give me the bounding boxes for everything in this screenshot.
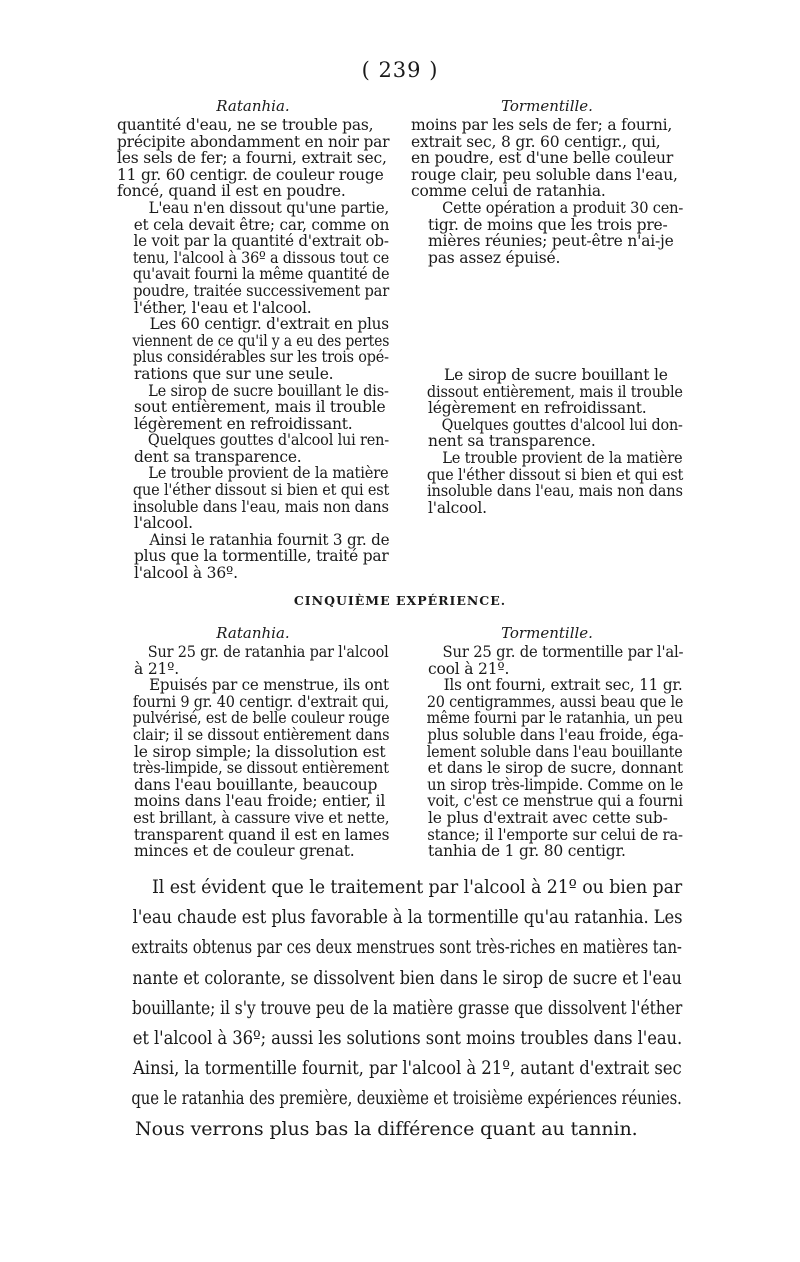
text-line: l'alcool. bbox=[134, 514, 193, 533]
text-line: Ils ont fourni, extrait sec, 11 gr. bbox=[443, 676, 683, 695]
paragraph bbox=[117, 117, 389, 200]
paragraph bbox=[117, 677, 389, 860]
text-line: que l'éther dissout si bien et qui est bbox=[426, 465, 684, 484]
paragraph bbox=[117, 532, 389, 582]
paragraph bbox=[117, 432, 389, 465]
text-line: en poudre, est d'une belle couleur bbox=[411, 149, 674, 168]
paragraph bbox=[411, 417, 683, 450]
text-line: Ainsi le ratanhia fournit 3 gr. de bbox=[149, 530, 390, 549]
text-line: Quelques gouttes d'alcool lui ren- bbox=[147, 431, 390, 450]
text-line: transparent quand il est en lames bbox=[133, 825, 390, 844]
text-line: rouge clair, peu soluble dans l'eau, bbox=[411, 165, 678, 184]
conclusion-paragraph bbox=[118, 872, 682, 1144]
text-line: Les 60 centigr. d'extrait en plus bbox=[149, 315, 389, 334]
text-line: viennent de ce qu'il y a eu des pertes bbox=[132, 331, 390, 350]
paragraph bbox=[411, 677, 683, 860]
text-line: Cette opération a produit 30 cen- bbox=[442, 198, 684, 217]
text-line: le plus d'extrait avec cette sub- bbox=[428, 808, 668, 827]
paragraph bbox=[411, 117, 683, 200]
text-line: et cela devait être; car, comme on bbox=[133, 215, 390, 234]
text-line: à 21º. bbox=[134, 659, 179, 678]
text-line: foncé, quand il est en poudre. bbox=[117, 182, 346, 201]
text-line: Le trouble provient de la matière bbox=[148, 464, 389, 483]
paragraph bbox=[117, 383, 389, 433]
text-line: Quelques gouttes d'alcool lui don- bbox=[441, 415, 683, 434]
text-line: très-limpide, se dissout entièrement bbox=[132, 759, 389, 778]
column-heading: Tormentille. bbox=[501, 624, 593, 642]
text-line: plus considérables sur les trois opé- bbox=[132, 348, 389, 367]
text-line: L'eau n'en dissout qu'une partie, bbox=[148, 198, 389, 217]
text-line: lement soluble dans l'eau bouillante bbox=[426, 742, 683, 761]
text-line: le sirop simple; la dissolution est bbox=[134, 742, 386, 761]
mid-left-column bbox=[117, 624, 389, 860]
paragraph bbox=[411, 367, 683, 417]
column-heading: Ratanhia. bbox=[216, 97, 290, 115]
text-line: Nous verrons plus bas la différence quant au tannin. bbox=[135, 1117, 638, 1140]
text-line: même fourni par le ratanhia, un peu bbox=[426, 709, 683, 728]
text-line: extrait sec, 8 gr. 60 centigr., qui, bbox=[411, 132, 661, 151]
text-line: dent sa transparence. bbox=[134, 447, 302, 466]
text-line: 11 gr. 60 centigr. de couleur rouge bbox=[117, 165, 384, 184]
text-line: bouillante; il s'y trouve peu de la matière grasse que dissolvent l'éther bbox=[131, 996, 683, 1019]
column-body bbox=[117, 117, 389, 582]
text-line: sout entièrement, mais il trouble bbox=[134, 398, 386, 417]
text-line: Sur 25 gr. de tormentille par l'al- bbox=[442, 643, 684, 661]
text-line: Le sirop de sucre bouillant le bbox=[444, 366, 668, 384]
text-line: un sirop très-limpide. Comme on le bbox=[427, 775, 684, 794]
paragraph bbox=[411, 450, 683, 516]
text-line: nante et colorante, se dissolvent bien dans le sirop de sucre et l'eau bbox=[132, 966, 682, 989]
text-line: cool à 21º. bbox=[428, 659, 510, 678]
text-line: l'éther, l'eau et l'alcool. bbox=[134, 298, 312, 317]
top-left-column bbox=[117, 97, 389, 582]
text-line: Il est évident que le traitement par l'alcool à 21º ou bien par bbox=[151, 876, 683, 898]
text-line: le voit par la quantité d'extrait ob- bbox=[133, 232, 389, 251]
text-line: insoluble dans l'eau, mais non dans bbox=[427, 482, 683, 501]
column-body-upper bbox=[411, 117, 683, 266]
text-line: dissout entièrement, mais il trouble bbox=[426, 382, 683, 401]
text-line: moins par les sels de fer; a fourni, bbox=[411, 116, 673, 134]
text-line: Le trouble provient de la matière bbox=[442, 448, 683, 467]
section-title: CINQUIÈME EXPÉRIENCE. bbox=[293, 593, 507, 608]
text-line: tenu, l'alcool à 36º a dissous tout ce bbox=[132, 248, 390, 267]
paragraph bbox=[117, 200, 389, 316]
text-line: minces et de couleur grenat. bbox=[134, 842, 355, 861]
text-line: et dans le sirop de sucre, donnant bbox=[427, 759, 683, 778]
column-heading: Ratanhia. bbox=[216, 624, 290, 642]
top-right-column bbox=[411, 97, 684, 517]
text-line: que le ratanhia des première, deuxième et troisième expériences réunies. bbox=[131, 1087, 682, 1110]
paragraph bbox=[117, 465, 389, 531]
column-heading: Tormentille. bbox=[501, 97, 593, 115]
paragraph bbox=[117, 644, 389, 677]
text-line: 20 centigrammes, aussi beau que le bbox=[426, 692, 684, 711]
text-line: tanhia de 1 gr. 80 centigr. bbox=[428, 842, 626, 861]
text-line: moins dans l'eau froide; entier, il bbox=[134, 792, 386, 811]
mid-right-column bbox=[411, 624, 683, 860]
text-line: quantité d'eau, ne se trouble pas, bbox=[117, 116, 374, 134]
text-line: Le sirop de sucre bouillant le dis- bbox=[148, 381, 389, 400]
text-line: plus que la tormentille, traité par bbox=[133, 547, 389, 566]
text-line: poudre, traitée successivement par bbox=[133, 281, 390, 300]
text-line: fourni 9 gr. 40 centigr. d'extrait qui, bbox=[132, 692, 389, 711]
column-body bbox=[411, 644, 683, 860]
text-line: rations que sur une seule. bbox=[134, 364, 334, 383]
text-line: plus soluble dans l'eau froide, éga- bbox=[427, 725, 684, 744]
text-line: l'eau chaude est plus favorable à la tormentille qu'au ratanhia. Les bbox=[132, 906, 683, 929]
text-line: extraits obtenus par ces deux menstrues sont très-riches en matières tan- bbox=[131, 936, 682, 959]
text-line: que l'éther dissout si bien et qui est bbox=[132, 481, 390, 500]
column-body bbox=[117, 644, 389, 860]
paragraph bbox=[411, 200, 683, 266]
column-body-lower bbox=[411, 367, 683, 516]
text-line: légèrement en refroidissant. bbox=[428, 399, 647, 418]
text-line: les sels de fer; a fourni, extrait sec, bbox=[117, 149, 387, 168]
text-line: pas assez épuisé. bbox=[428, 248, 561, 267]
text-line: mières réunies; peut-être n'ai-je bbox=[428, 232, 674, 251]
text-line: est brillant, à cassure vive et nette, bbox=[133, 808, 390, 827]
text-line: tigr. de moins que les trois pre- bbox=[428, 215, 668, 234]
text-line: l'alcool. bbox=[428, 498, 487, 517]
paragraph bbox=[117, 316, 389, 382]
text-line: comme celui de ratanhia. bbox=[411, 182, 606, 201]
text-line: nent sa transparence. bbox=[428, 432, 596, 451]
paragraph bbox=[411, 644, 683, 677]
text-line: légèrement en refroidissant. bbox=[134, 414, 353, 433]
text-line: Ainsi, la tormentille fournit, par l'alcool à 21º, autant d'extrait sec bbox=[132, 1057, 682, 1080]
text-line: voit, c'est ce menstrue qui a fourni bbox=[427, 792, 683, 811]
page-number: ( 239 ) bbox=[361, 58, 439, 82]
text-line: Sur 25 gr. de ratanhia par l'alcool bbox=[147, 643, 389, 661]
text-line: stance; il l'emporte sur celui de ra- bbox=[427, 825, 683, 844]
text-line: précipite abondamment en noir par bbox=[117, 132, 390, 151]
text-line: insoluble dans l'eau, mais non dans bbox=[133, 497, 389, 516]
text-line: Epuisés par ce menstrue, ils ont bbox=[149, 676, 389, 695]
text-line: dans l'eau bouillante, beaucoup bbox=[134, 775, 378, 794]
text-line: pulvérisé, est de belle couleur rouge bbox=[132, 709, 390, 728]
text-line: clair; il se dissout entièrement dans bbox=[132, 725, 390, 744]
text-line: qu'avait fourni la même quantité de bbox=[132, 265, 390, 284]
text-line: et l'alcool à 36º; aussi les solutions sont moins troubles dans l'eau. bbox=[132, 1027, 683, 1050]
text-line: l'alcool à 36º. bbox=[134, 564, 238, 583]
